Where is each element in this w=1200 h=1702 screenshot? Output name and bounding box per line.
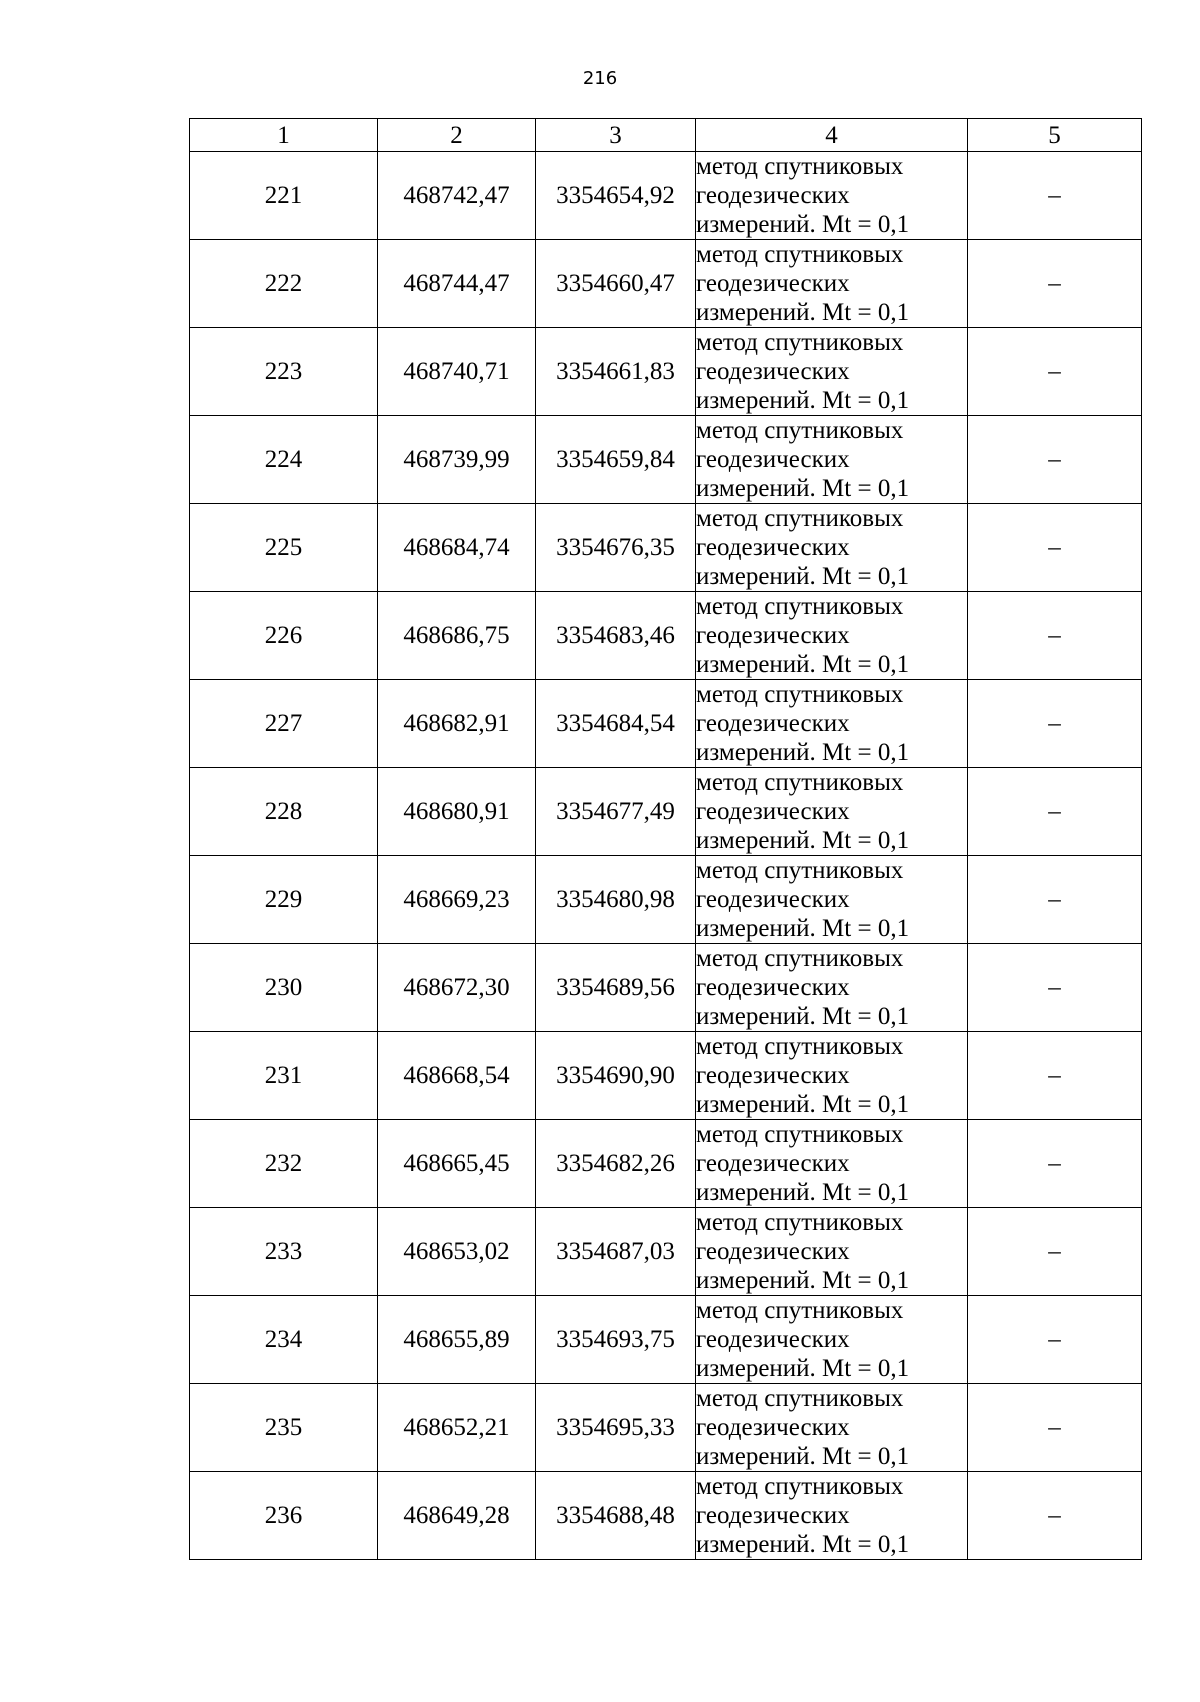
method-line: метод спутниковых	[696, 857, 904, 884]
method-cell	[696, 856, 968, 944]
method-line: геодезических	[696, 1502, 850, 1529]
method-cell	[696, 504, 968, 592]
method-cell	[696, 944, 968, 1032]
x-coordinate-cell: 468680,91	[378, 768, 536, 856]
table-row	[190, 1208, 1142, 1296]
table-body	[190, 152, 1142, 1560]
method-line: измерений. Mt = 0,1	[696, 1003, 910, 1030]
y-coordinate-cell: 3354676,35	[536, 504, 696, 592]
method-line: измерений. Mt = 0,1	[696, 915, 910, 942]
method-line: метод спутниковых	[696, 417, 904, 444]
method-line: метод спутниковых	[696, 945, 904, 972]
x-coordinate-cell: 468672,30	[378, 944, 536, 1032]
method-line: геодезических	[696, 270, 850, 297]
method-cell	[696, 1296, 968, 1384]
method-line: измерений. Mt = 0,1	[696, 1091, 910, 1118]
x-coordinate-cell: 468686,75	[378, 592, 536, 680]
table-row	[190, 240, 1142, 328]
method-line: измерений. Mt = 0,1	[696, 1443, 910, 1470]
point-number-cell: 234	[190, 1296, 378, 1384]
method-line: геодезических	[696, 622, 850, 649]
description-cell: –	[968, 768, 1142, 856]
method-line: геодезических	[696, 1150, 850, 1177]
method-cell	[696, 592, 968, 680]
description-cell: –	[968, 504, 1142, 592]
method-line: метод спутниковых	[696, 1033, 904, 1060]
method-line: метод спутниковых	[696, 1385, 904, 1412]
x-coordinate-cell: 468682,91	[378, 680, 536, 768]
description-cell: –	[968, 856, 1142, 944]
method-line: геодезических	[696, 710, 850, 737]
column-header-2: 2	[378, 119, 536, 152]
method-cell	[696, 1208, 968, 1296]
method-line: измерений. Mt = 0,1	[696, 299, 910, 326]
table-row	[190, 328, 1142, 416]
point-number-cell: 222	[190, 240, 378, 328]
method-line: метод спутниковых	[696, 1209, 904, 1236]
method-line: геодезических	[696, 1326, 850, 1353]
method-cell	[696, 416, 968, 504]
y-coordinate-cell: 3354693,75	[536, 1296, 696, 1384]
method-line: измерений. Mt = 0,1	[696, 387, 910, 414]
method-line: геодезических	[696, 358, 850, 385]
method-line: геодезических	[696, 1062, 850, 1089]
y-coordinate-cell: 3354659,84	[536, 416, 696, 504]
description-cell: –	[968, 416, 1142, 504]
y-coordinate-cell: 3354661,83	[536, 328, 696, 416]
method-line: метод спутниковых	[696, 241, 904, 268]
x-coordinate-cell: 468652,21	[378, 1384, 536, 1472]
description-cell: –	[968, 1384, 1142, 1472]
x-coordinate-cell: 468742,47	[378, 152, 536, 240]
method-cell	[696, 240, 968, 328]
y-coordinate-cell: 3354660,47	[536, 240, 696, 328]
description-cell: –	[968, 240, 1142, 328]
method-line: измерений. Mt = 0,1	[696, 739, 910, 766]
method-line: геодезических	[696, 182, 850, 209]
description-cell: –	[968, 680, 1142, 768]
method-line: геодезических	[696, 446, 850, 473]
y-coordinate-cell: 3354688,48	[536, 1472, 696, 1560]
point-number-cell: 229	[190, 856, 378, 944]
method-cell	[696, 1384, 968, 1472]
point-number-cell: 225	[190, 504, 378, 592]
column-header-1: 1	[190, 119, 378, 152]
point-number-cell: 221	[190, 152, 378, 240]
table-row	[190, 152, 1142, 240]
table-row	[190, 504, 1142, 592]
point-number-cell: 236	[190, 1472, 378, 1560]
x-coordinate-cell: 468740,71	[378, 328, 536, 416]
description-cell: –	[968, 1120, 1142, 1208]
method-line: измерений. Mt = 0,1	[696, 1267, 910, 1294]
method-line: геодезических	[696, 1238, 850, 1265]
table-row	[190, 768, 1142, 856]
method-cell	[696, 680, 968, 768]
point-number-cell: 232	[190, 1120, 378, 1208]
point-number-cell: 230	[190, 944, 378, 1032]
point-number-cell: 235	[190, 1384, 378, 1472]
method-line: измерений. Mt = 0,1	[696, 211, 910, 238]
y-coordinate-cell: 3354680,98	[536, 856, 696, 944]
y-coordinate-cell: 3354684,54	[536, 680, 696, 768]
point-number-cell: 226	[190, 592, 378, 680]
coordinates-table	[189, 118, 1142, 1560]
method-line: метод спутниковых	[696, 1297, 904, 1324]
x-coordinate-cell: 468684,74	[378, 504, 536, 592]
description-cell: –	[968, 1032, 1142, 1120]
x-coordinate-cell: 468739,99	[378, 416, 536, 504]
x-coordinate-cell: 468669,23	[378, 856, 536, 944]
method-line: измерений. Mt = 0,1	[696, 563, 910, 590]
table-row	[190, 592, 1142, 680]
column-header-3: 3	[536, 119, 696, 152]
table-row	[190, 1296, 1142, 1384]
method-line: геодезических	[696, 534, 850, 561]
description-cell: –	[968, 944, 1142, 1032]
y-coordinate-cell: 3354687,03	[536, 1208, 696, 1296]
y-coordinate-cell: 3354690,90	[536, 1032, 696, 1120]
method-line: измерений. Mt = 0,1	[696, 1355, 910, 1382]
method-line: метод спутниковых	[696, 769, 904, 796]
method-cell	[696, 1120, 968, 1208]
method-line: измерений. Mt = 0,1	[696, 1531, 910, 1558]
table-row	[190, 416, 1142, 504]
method-line: метод спутниковых	[696, 1121, 904, 1148]
point-number-cell: 233	[190, 1208, 378, 1296]
method-line: измерений. Mt = 0,1	[696, 827, 910, 854]
point-number-cell: 231	[190, 1032, 378, 1120]
method-line: метод спутниковых	[696, 329, 904, 356]
method-line: измерений. Mt = 0,1	[696, 1179, 910, 1206]
y-coordinate-cell: 3354677,49	[536, 768, 696, 856]
method-line: геодезических	[696, 974, 850, 1001]
description-cell: –	[968, 328, 1142, 416]
x-coordinate-cell: 468655,89	[378, 1296, 536, 1384]
table-row	[190, 856, 1142, 944]
method-cell	[696, 768, 968, 856]
point-number-cell: 223	[190, 328, 378, 416]
method-line: геодезических	[696, 886, 850, 913]
table-row	[190, 680, 1142, 768]
y-coordinate-cell: 3354695,33	[536, 1384, 696, 1472]
table-row	[190, 1032, 1142, 1120]
method-line: измерений. Mt = 0,1	[696, 651, 910, 678]
y-coordinate-cell: 3354689,56	[536, 944, 696, 1032]
table-row	[190, 944, 1142, 1032]
table-row	[190, 1384, 1142, 1472]
point-number-cell: 228	[190, 768, 378, 856]
x-coordinate-cell: 468665,45	[378, 1120, 536, 1208]
description-cell: –	[968, 152, 1142, 240]
column-header-4: 4	[696, 119, 968, 152]
method-line: геодезических	[696, 798, 850, 825]
y-coordinate-cell: 3354682,26	[536, 1120, 696, 1208]
method-cell	[696, 1472, 968, 1560]
x-coordinate-cell: 468649,28	[378, 1472, 536, 1560]
method-line: метод спутниковых	[696, 681, 904, 708]
description-cell: –	[968, 592, 1142, 680]
method-line: геодезических	[696, 1414, 850, 1441]
method-line: метод спутниковых	[696, 593, 904, 620]
table-row	[190, 1120, 1142, 1208]
method-line: метод спутниковых	[696, 505, 904, 532]
column-header-5: 5	[968, 119, 1142, 152]
description-cell: –	[968, 1296, 1142, 1384]
table-row	[190, 1472, 1142, 1560]
x-coordinate-cell: 468744,47	[378, 240, 536, 328]
method-cell	[696, 152, 968, 240]
x-coordinate-cell: 468668,54	[378, 1032, 536, 1120]
description-cell: –	[968, 1472, 1142, 1560]
y-coordinate-cell: 3354683,46	[536, 592, 696, 680]
point-number-cell: 227	[190, 680, 378, 768]
description-cell: –	[968, 1208, 1142, 1296]
table-header-row	[190, 119, 1142, 152]
y-coordinate-cell: 3354654,92	[536, 152, 696, 240]
method-line: метод спутниковых	[696, 1473, 904, 1500]
method-line: метод спутниковых	[696, 153, 904, 180]
x-coordinate-cell: 468653,02	[378, 1208, 536, 1296]
point-number-cell: 224	[190, 416, 378, 504]
method-cell	[696, 328, 968, 416]
method-line: измерений. Mt = 0,1	[696, 475, 910, 502]
page-number: 216	[582, 68, 618, 89]
method-cell	[696, 1032, 968, 1120]
